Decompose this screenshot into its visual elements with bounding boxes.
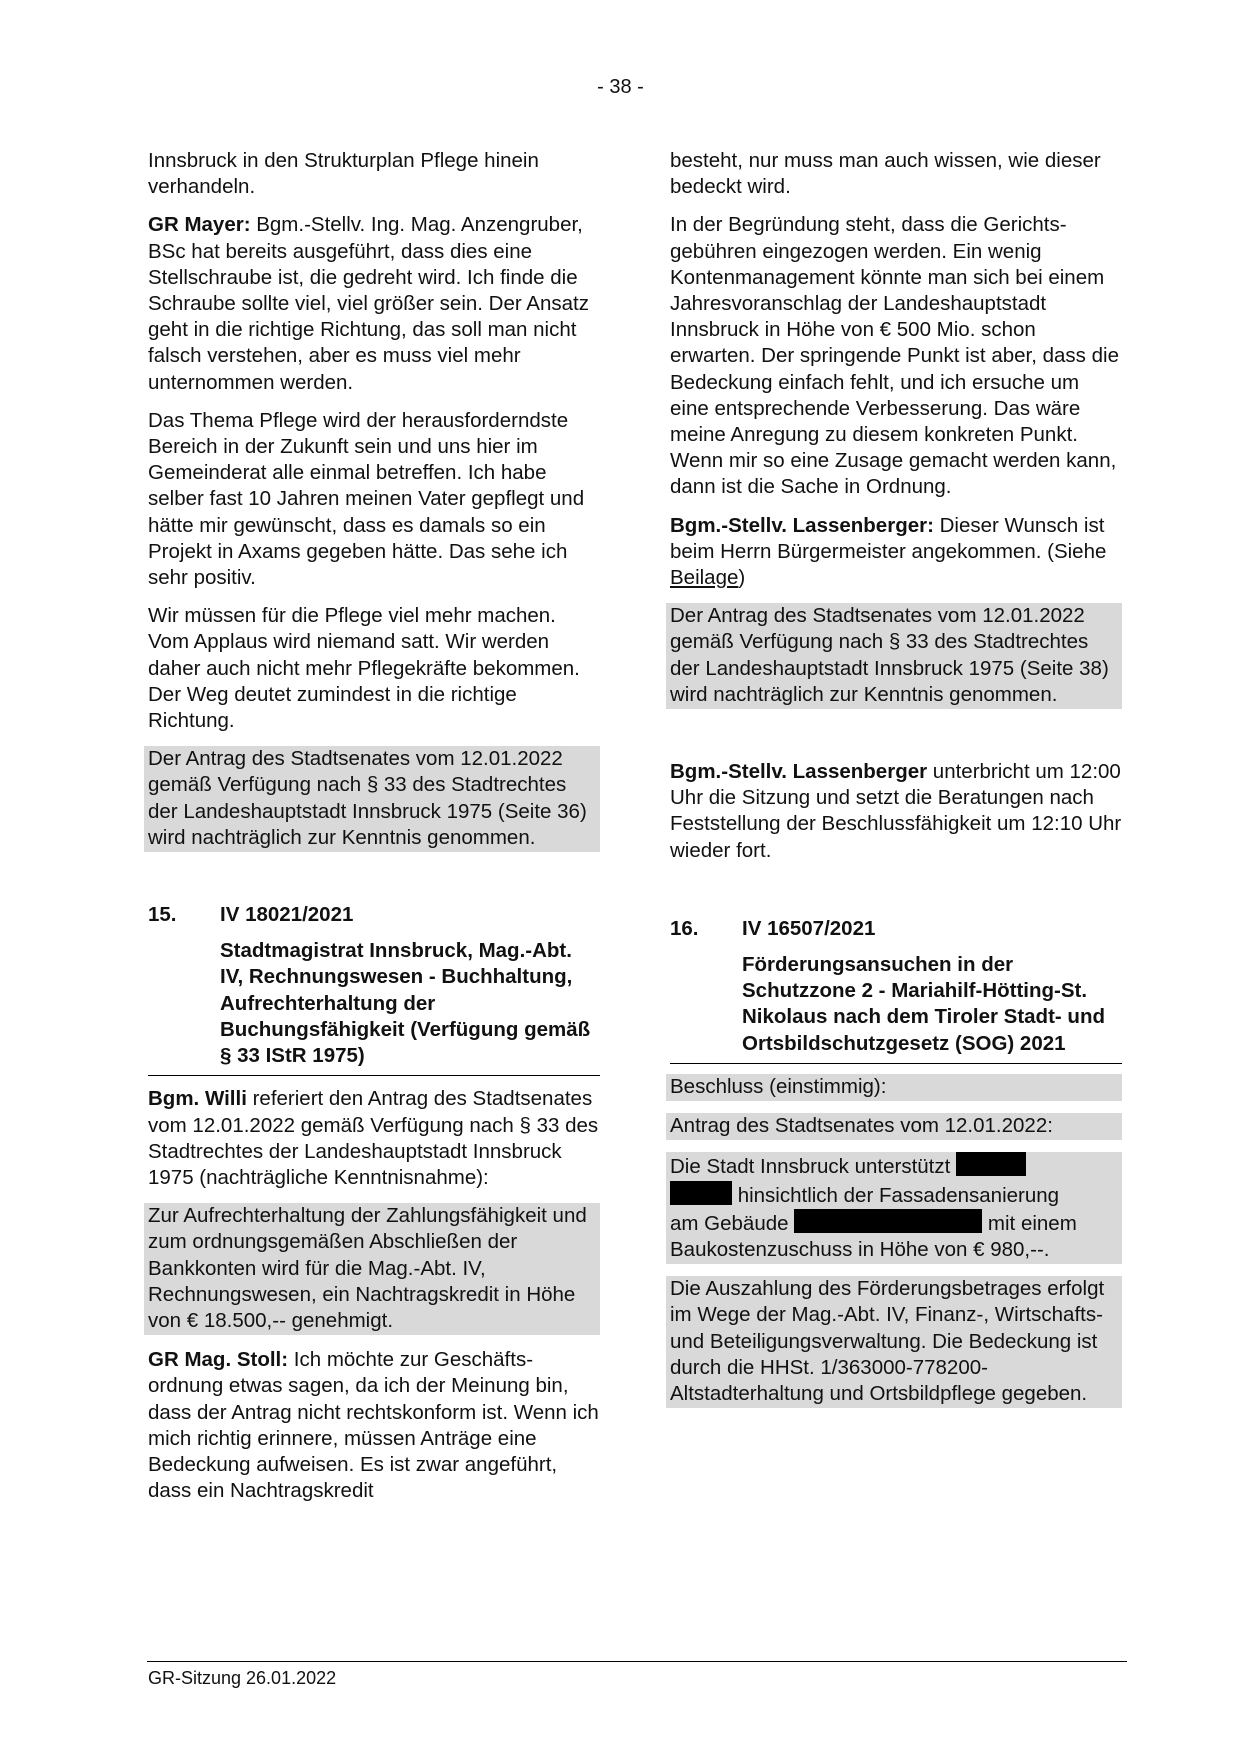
agenda-item-15-title: Stadtmagistrat Innsbruck, Mag.-Abt. IV, Rechnungswesen - Buchhaltung, Aufrechterhaltung der Buchungsfähigkeit (Verfügung gemäß § 33 IStR 1975) (148, 938, 600, 1076)
speaker-name: Bgm.-Stellv. Lassenberger: (670, 513, 934, 537)
speaker-name: Bgm. Willi (148, 1087, 247, 1111)
motion-intro-box: Antrag des Stadtsenates vom 12.01.2022: (666, 1113, 1122, 1140)
paragraph: besteht, nur muss man auch wissen, wie dieser bedeckt wird. (670, 149, 1101, 199)
paragraph: In der Begründung steht, dass die Gerichtsgebühren eingezogen werden. Ein wenig Kontenmanagement könnte man sich bei einem Jahresvoranschlag der Landeshauptstadt Innsbruck in Höhe von € 500 Mio. schon erwarten. Der springende Punkt ist aber, dass die Bedeckung einfach fehlt, und ich ersuche um eine entsprechende Verbesserung. Das wäre meine Anregung zu diesem konkreten Punkt. Wenn mir so eine Zusage gemacht werden kann, dann ist die Sache in Ordnung. (670, 213, 1119, 499)
paragraph: Das Thema Pflege wird der herausforderndste Bereich in der Zukunft sein und uns hier im Gemeinderat alle einmal betreffen. Ich habe selber fast 10 Jahren meinen Vater gepflegt und hätte mir gewünscht, dass es damals so ein Projekt in Axams gegeben hätte. Das sehe ich sehr positiv. (148, 408, 585, 590)
agenda-item-15-header (148, 902, 600, 928)
resolution-box: Der Antrag des Stadtsenates vom 12.01.2022 gemäß Verfügung nach § 33 des Stadtrechtes der Landeshauptstadt Innsbruck 1975 (Seite 38) wird nachträglich zur Kenntnis genommen. (666, 603, 1122, 709)
agenda-item-16-header (670, 916, 1122, 942)
right-column (670, 148, 1122, 1420)
item-code: IV 18021/2021 (220, 903, 354, 927)
motion-text: Die Stadt Innsbruck unterstützt (670, 1155, 951, 1179)
item-number: 16. (670, 916, 699, 940)
motion-text: mit einem Baukostenzuschuss in Höhe von € 980,--. (670, 1211, 1077, 1261)
payout-box: Die Auszahlung des Förderungsbetrages erfolgt im Wege der Mag.-Abt. IV, Finanz-, Wirtschafts- und Beteiligungsverwaltung. Die Bedeckung ist durch die HHSt. 1/363000-778200-Altstadterhaltung und Ortsbildpflege gegeben. (666, 1276, 1122, 1408)
paragraph: Innsbruck in den Strukturplan Pflege hinein verhandeln. (148, 149, 539, 199)
closing-paren: ) (738, 566, 746, 590)
paragraph: Wir müssen für die Pflege viel mehr machen. Vom Applaus wird niemand satt. Wir werden daher auch nicht mehr Pflegekräfte bekommen. Der Weg deutet zumindest in die richtige Richtung. (148, 604, 580, 733)
resolution-box: Der Antrag des Stadtsenates vom 12.01.2022 gemäß Verfügung nach § 33 des Stadtrechtes der Landeshauptstadt Innsbruck 1975 (Seite 36) wird nachträglich zur Kenntnis genommen. (144, 746, 600, 852)
motion-box (666, 1152, 1122, 1264)
motion-box: Zur Aufrechterhaltung der Zahlungsfähigkeit und zum ordnungsgemäßen Abschließen der Bankkonten wird für die Mag.-Abt. IV, Rechnungswesen, ein Nachtragskredit in Höhe von € 18.500,-- genehmigt. (144, 1203, 600, 1335)
redaction-block (956, 1152, 1026, 1176)
paragraph-interruption (670, 759, 1122, 864)
paragraph-stoll (148, 1347, 600, 1504)
speech-text: Ich möchte zur Geschäftsordnung etwas sagen, da ich der Meinung bin, dass der Antrag nicht rechtskonform ist. Wenn ich mich richtig erinnere, müssen Anträge eine Bedeckung aufweisen. Es ist zwar angeführt, dass ein Nachtragskredit (148, 1348, 599, 1503)
item-number: 15. (148, 903, 177, 927)
motion-text: hinsichtlich der Fassadensanierung (732, 1183, 1060, 1207)
item-code: IV 16507/2021 (742, 916, 876, 940)
page-number: - 38 - (597, 76, 644, 98)
footer: GR-Sitzung 26.01.2022 (148, 1668, 337, 1688)
agenda-item-16-title: Förderungsansuchen in der Schutzzone 2 - Mariahilf-Hötting-St. Nikolaus nach dem Tiroler Stadt- und Ortsbildschutzgesetz (SOG) 2021 (670, 952, 1122, 1064)
speech-text: referiert den Antrag des Stadtsenates vom 12.01.2022 gemäß Verfügung nach § 33 des Stadtrechtes der Landeshauptstadt Innsbruck 1975 (nachträgliche Kenntnisnahme): (148, 1087, 599, 1189)
decision-box: Beschluss (einstimmig): (666, 1074, 1122, 1101)
motion-text: am Gebäude (670, 1211, 789, 1235)
paragraph-lassenberger (670, 513, 1122, 592)
speaker-name: GR Mag. Stoll: (148, 1348, 289, 1372)
paragraph-willi (148, 1086, 600, 1191)
beilage-link[interactable]: Beilage (670, 566, 739, 590)
speaker-name: Bgm.-Stellv. Lassenberger (670, 760, 928, 784)
redaction-block (670, 1181, 732, 1205)
paragraph-mayer (148, 212, 600, 395)
speaker-name: GR Mayer: (148, 213, 251, 237)
speech-text: unterbricht um 12:00 Uhr die Sitzung und setzt die Beratungen nach Feststellung der Beschlussfähigkeit um 12:10 Uhr wieder fort. (670, 760, 1122, 862)
left-column (148, 148, 600, 1516)
footer-divider (147, 1661, 1127, 1662)
redaction-block (794, 1209, 982, 1233)
speech-text: Dieser Wunsch ist beim Herrn Bürgermeister angekommen. (Siehe (670, 513, 1107, 563)
speech-text: Bgm.-Stellv. Ing. Mag. Anzengruber, BSc hat bereits ausgeführt, dass dies eine Stellschraube ist, die gedreht wird. Ich finde die Schraube sollte viel, viel größer sein. Der Ansatz geht in die richtige Richtung, das soll man nicht falsch verstehen, aber es muss viel mehr unternommen werden. (148, 213, 589, 394)
